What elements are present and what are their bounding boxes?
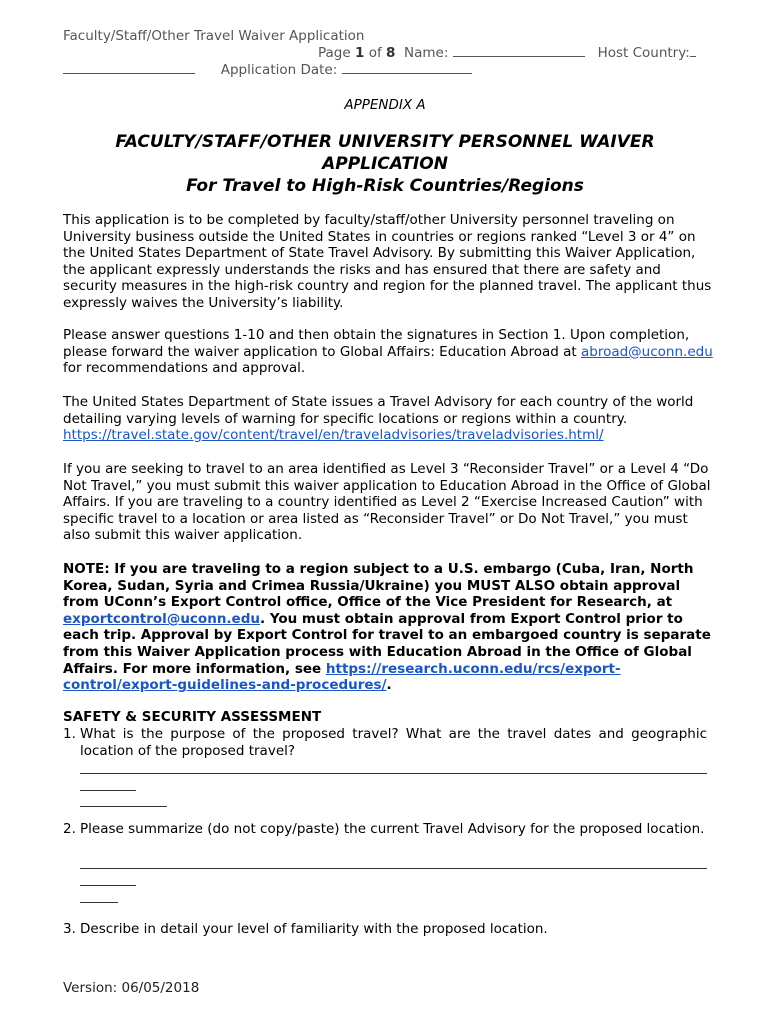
title-line-1: FACULTY/STAFF/OTHER UNIVERSITY PERSONNEL WAIVER APPLICATION [115,132,655,174]
header-date-line [63,62,472,78]
note-text: NOTE: If you are traveling to a region subject to a U.S. embargo (Cuba, Iran, North Korea, Sudan, Syria and Crimea Russia/Ukraine) you MUST ALSO obtain approval from UConn’s Export Control office, Office of the Vice President for Research, at [63,561,694,611]
application-date-label: Application Date: [220,62,338,78]
question-3 [63,921,707,938]
host-country-label: Host Country: [597,45,690,61]
embargo-note [63,561,713,694]
application-date-field[interactable] [342,62,472,74]
instructions-paragraph [63,327,713,377]
question-1 [63,726,707,759]
answer-2-line-1[interactable] [80,868,707,869]
header-doc-title: Faculty/Staff/Other Travel Waiver Application [63,28,365,44]
section-heading: SAFETY & SECURITY ASSESSMENT [63,709,322,725]
instructions-text: Please answer questions 1-10 and then obtain the signatures in Section 1. Upon completion, please forward the waiver application to Global Affairs: Education Abroad at [63,327,690,360]
name-label: Name: [404,45,449,61]
page-title [63,131,707,197]
question-text: What is the purpose of the proposed travel? What are the travel dates and geographic location of the proposed travel? [80,726,707,759]
export-guidelines-link[interactable]: https://research.uconn.edu/rcs/export-control/export-guidelines-and-procedures/ [63,660,621,694]
abroad-email-link[interactable]: abroad@uconn.edu [580,343,713,360]
export-control-email-link[interactable]: exportcontrol@uconn.edu [63,610,260,627]
answer-1-line-3[interactable] [80,806,167,807]
header-page-line [318,45,696,61]
host-country-field[interactable] [63,62,195,74]
question-text: Please summarize (do not copy/paste) the current Travel Advisory for the proposed location. [80,821,705,837]
answer-2-line-3[interactable] [80,902,118,903]
page-number: 1 [354,45,365,61]
question-number: 2. [63,821,76,837]
version-footer: Version: 06/05/2018 [63,980,200,996]
answer-2-line-2[interactable] [80,885,136,886]
title-line-2: For Travel to High-Risk Countries/Regions [186,176,584,196]
travel-advisory-link[interactable]: https://travel.state.gov/content/travel/en/traveladvisories/traveladvisories.html/ [63,427,604,444]
question-text: Describe in detail your level of familiarity with the proposed location. [80,921,548,937]
appendix-label: APPENDIX A [344,97,426,113]
note-text-end: . [386,677,392,694]
instructions-text-end: for recommendations and approval. [63,360,306,377]
page-word: Page [318,45,351,61]
total-pages: 8 [386,45,396,61]
answer-1-line-1[interactable] [80,773,707,774]
intro-paragraph: This application is to be completed by faculty/staff/other University personnel traveling on University business outside the United States in countries or regions ranked “Level 3 or 4” on the United States Department of State Travel Advisory. By submitting this Waiver Application, the applicant expressly understands the risks and has ensured that there are safety and security measures in the high-risk country and region for the planned travel. The applicant thus expressly waives the University’s liability. [63,212,712,311]
question-2 [63,821,707,838]
advisory-paragraph [63,394,713,444]
host-country-field-start[interactable] [690,45,696,57]
note-text-mid: . You must obtain approval from Export Control prior to each trip. Approval by Export Control for travel to an embargoed country is separate from this Waiver Application process with Education Abroad in the Office of Global Affairs. For more information, see [63,610,711,677]
of-word: of [368,45,382,61]
advisory-text: The United States Department of State issues a Travel Advisory for each country of the world detailing varying levels of warning for specific locations or regions within a country. [63,394,694,427]
answer-1-line-2[interactable] [80,790,136,791]
name-field[interactable] [453,45,585,57]
levels-paragraph: If you are seeking to travel to an area identified as Level 3 “Reconsider Travel” or a Level 4 “Do Not Travel,” you must submit this waiver application to Education Abroad in the Office of Global Affairs. If you are traveling to a country identified as Level 2 “Exercise Increased Caution” with specific travel to a location or area listed as “Reconsider Travel” or Do Not Travel,” you must also submit this waiver application. [63,461,711,544]
question-number: 3. [63,921,76,937]
question-number: 1. [63,726,76,742]
